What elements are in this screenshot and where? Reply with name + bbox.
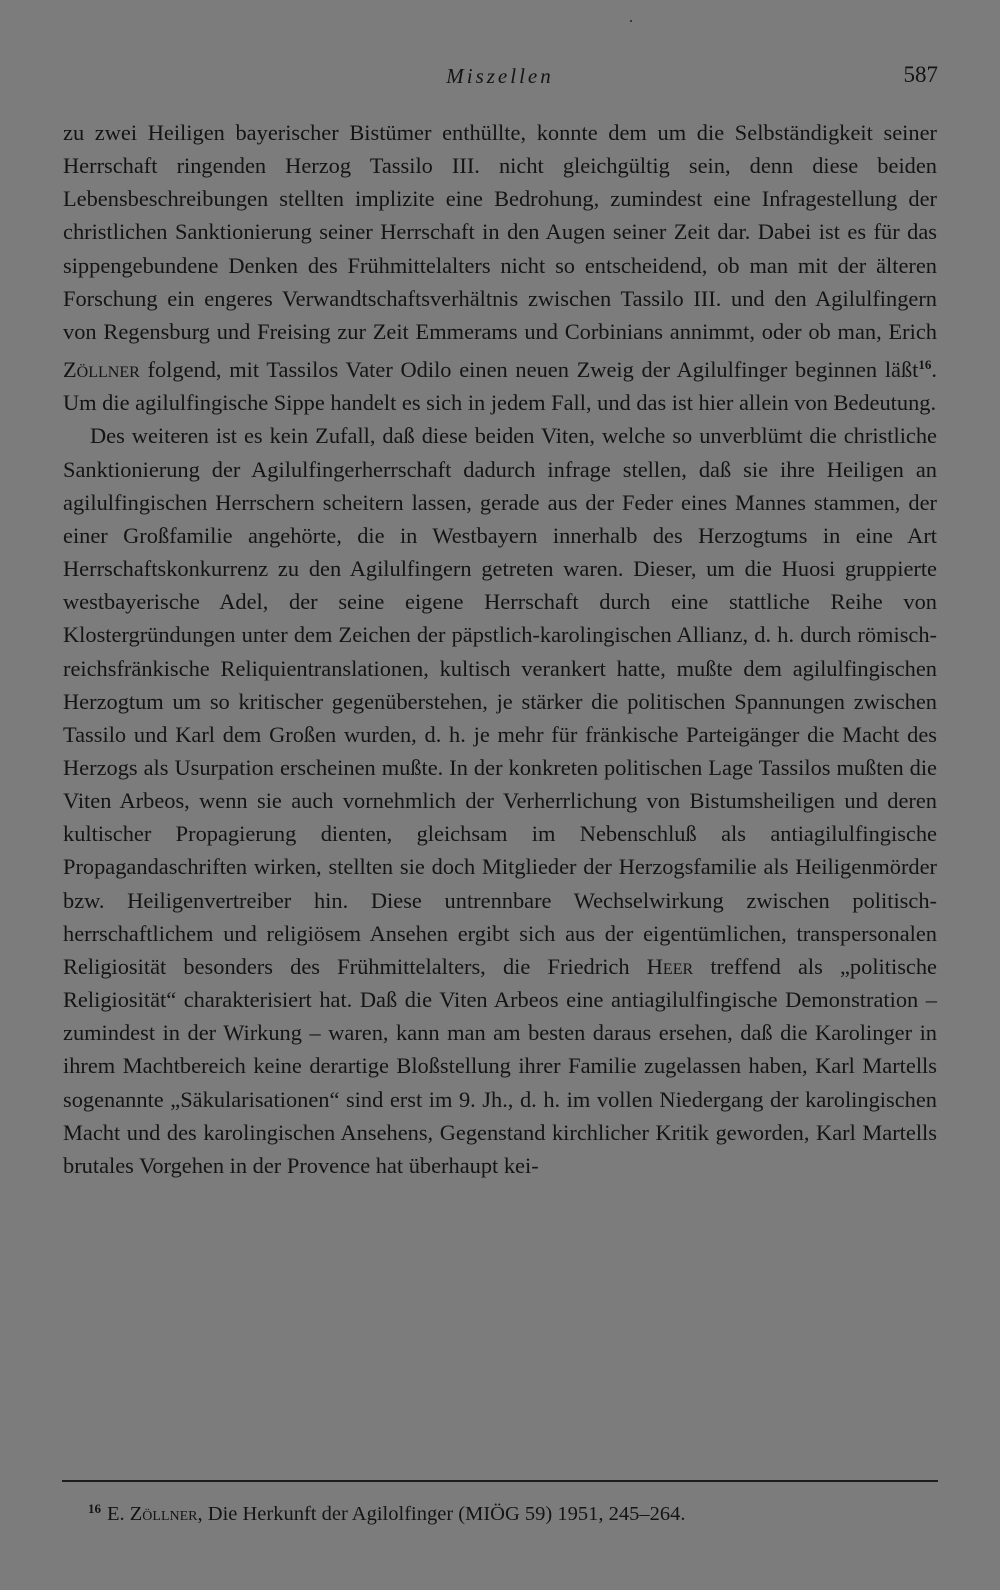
paragraph-1 [63,116,937,419]
text-run: folgend, mit Tassilos Vater Odilo einen neuen Zweig der Agilulfinger beginnen läßt [139,357,919,383]
body-text [63,116,937,1182]
author-name-smallcaps: Zöllner [63,357,140,383]
footnote-author-smallcaps: Zöllner [129,1503,198,1525]
footnote-divider [62,1480,938,1482]
text-run: treffend als „politische Religiosität“ charakterisiert hat. Daß die Viten Arbeos eine antiagilulfingische Demonstration – zumindest in der Wirkung – waren, kann man am besten daraus ersehen, daß die Karolinger in ihrem Machtbereich keine derartige Bloßstellung ihrer Familie zugelassen haben, Karl Martells sogenannte „Säkularisationen“ sind erst im 9. Jh., d. h. im vollen Niedergang der karolingischen Macht und des karolingischen Ansehens, Gegenstand kirchlicher Kritik geworden, Karl Martells brutales Vorgehen in der Provence hat überhaupt kei- [63,953,937,1178]
footnote-text-run: E. [107,1503,130,1525]
scan-speck [630,20,632,22]
footnote-text-run: , Die Herkunft der Agilolfinger (MIÖG 59) 1951, 245–264. [197,1503,686,1525]
running-title: Miszellen [446,64,554,88]
footnote-number: 16 [88,1501,101,1516]
page-number: 587 [903,62,938,87]
footnote-reference: 16 [918,357,932,373]
paragraph-2 [63,419,937,1182]
running-head [62,58,938,98]
text-run: zu zwei Heiligen bayerischer Bistümer enthüllte, konnte dem um die Selbständigkeit seiner Herrschaft ringenden Herzog Tassilo III. nicht gleichgültig sein, denn diese beiden Lebensbeschreibungen stellten implizite eine Bedrohung, zumindest eine Infragestellung der christlichen Sanktionierung seiner Herrschaft in den Augen seiner Zeit dar. Dabei ist es für das sippengebundene Denken des Frühmittelalters nicht so entscheidend, ob man mit der älteren Forschung ein engeres Verwandtschaftsverhältnis zwischen Tassilo III. und den Agilulfingern von Regensburg und Freising zur Zeit Emmerams und Corbinians annimmt, oder ob man, Erich [63,120,937,344]
text-run: Des weiteren ist es kein Zufall, daß diese beiden Viten, welche so unverblümt die christliche Sanktionierung der Agilulfingerherrschaft dadurch infrage stellen, daß sie ihre Heiligen an agilulfingischen Herrschern scheitern lassen, gerade aus der Feder eines Mannes stammen, der einer Großfamilie angehörte, die in Westbayern innerhalb des Herzogtums in eine Art Herrschaftskonkurrenz zu den Agilulfingern getreten waren. Dieser, um die Huosi gruppierte westbayerische Adel, der seine eigene Herrschaft durch eine stattliche Reihe von Klostergründungen unter dem Zeichen der päpstlich-karolingischen Allianz, d. h. durch römisch-reichsfränkische Reliquientranslationen, kultisch verankert hatte, mußte dem agilulfingischen Herzogtum um so kritischer gegenüberstehen, je stärker die politischen Spannungen zwischen Tassilo und Karl dem Großen wurden, d. h. je mehr für fränkische Parteigänger die Macht des Herzogs als Usurpation erscheinen mußte. In der konkreten politischen Lage Tassilos mußten die Viten Arbeos, wenn sie auch vornehmlich der Verherrlichung von Bistumsheiligen und deren kultischer Propagierung dienten, gleichsam im Nebenschluß als antiagilulfingische Propagandaschriften wirken, stellten sie doch Mitglieder der Herzogsfamilie als Heiligenmörder bzw. Heiligenvertreiber hin. Diese untrennbare Wechselwirkung zwischen politisch-herrschaftlichem und religiösem Ansehen ergibt sich aus der eigentümlichen, transpersonalen Religiosität besonders des Frühmittelalters, die Friedrich [63,423,937,979]
author-name-smallcaps: Heer [646,953,694,979]
text-run: . Um die agilulfingische Sippe handelt es sich in jedem Fall, und das ist hier allein von Bedeutung. [63,357,937,416]
footnote [88,1494,938,1529]
